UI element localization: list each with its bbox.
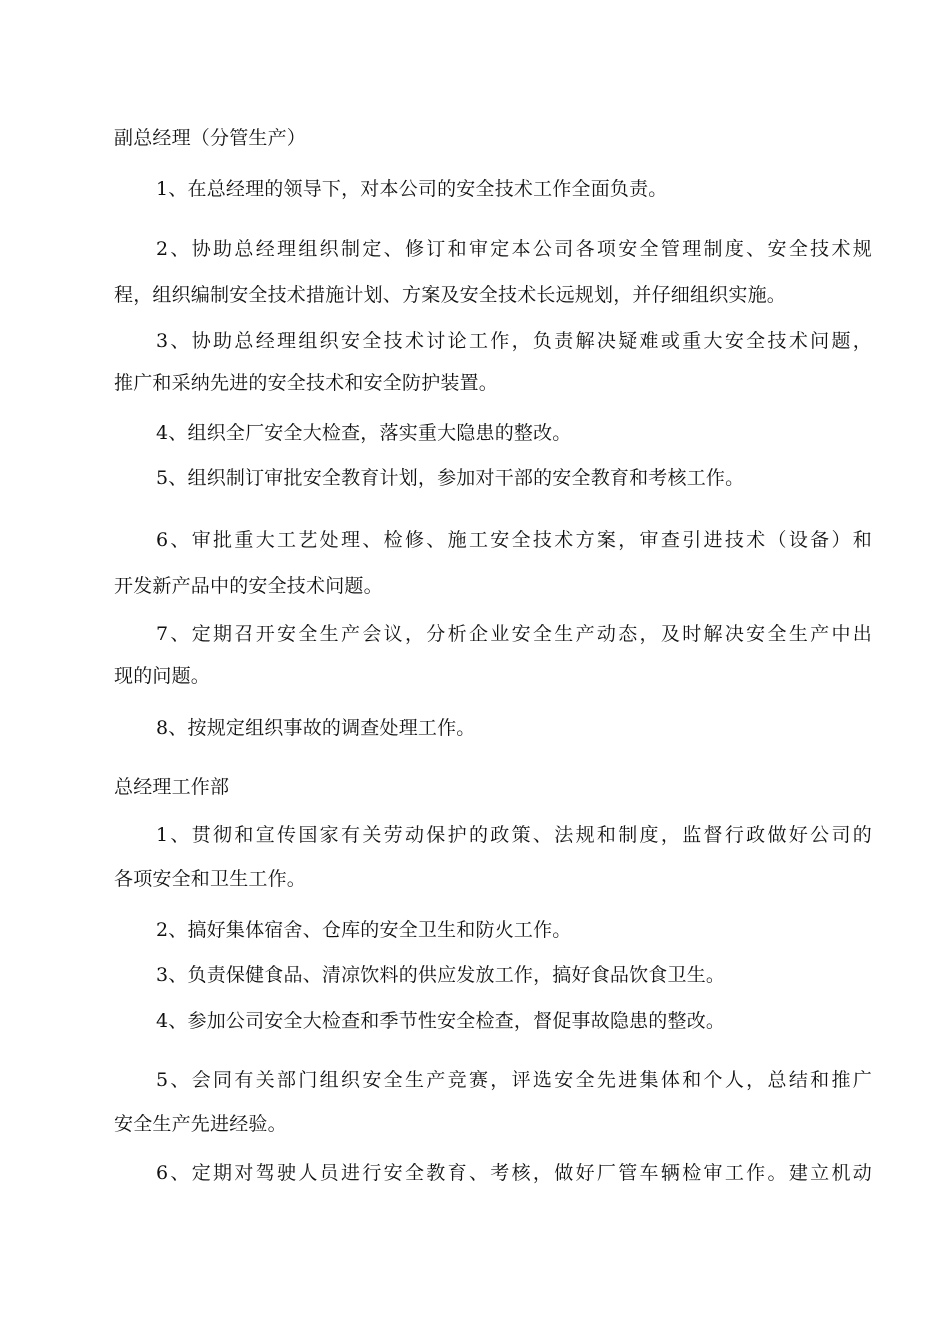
deputy-gm-item-8: 8、按规定组织事故的调查处理工作。 [156,717,476,739]
deputy-gm-item-5: 5、组织制订审批安全教育计划，参加对干部的安全教育和考核工作。 [156,467,745,489]
gm-office-item-5-line-2: 安全生产先进经验。 [114,1113,287,1135]
gm-office-item-2: 2、搞好集体宿舍、仓库的安全卫生和防火工作。 [156,919,572,941]
deputy-gm-item-4: 4、组织全厂安全大检查，落实重大隐患的整改。 [156,422,572,444]
deputy-gm-item-1: 1、在总经理的领导下，对本公司的安全技术工作全面负责。 [156,178,668,200]
gm-office-item-5-line-1: 5、会同有关部门组织安全生产竞赛，评选安全先进集体和个人，总结和推广 [156,1069,872,1091]
deputy-gm-item-3-line-2: 推广和采纳先进的安全技术和安全防护装置。 [114,372,499,394]
deputy-gm-item-6-line-2: 开发新产品中的安全技术问题。 [114,575,383,597]
deputy-gm-item-2-line-2: 程，组织编制安全技术措施计划、方案及安全技术长远规划，并仔细组织实施。 [114,284,787,306]
gm-office-item-3: 3、负责保健食品、清凉饮料的供应发放工作，搞好食品饮食卫生。 [156,964,726,986]
gm-office-item-1-line-1: 1、贯彻和宣传国家有关劳动保护的政策、法规和制度，监督行政做好公司的 [156,824,872,846]
deputy-gm-item-2-line-1: 2、协助总经理组织制定、修订和审定本公司各项安全管理制度、安全技术规 [156,238,872,260]
gm-office-item-1-line-2: 各项安全和卫生工作。 [114,868,307,890]
deputy-gm-item-6-line-1: 6、审批重大工艺处理、检修、施工安全技术方案，审查引进技术（设备）和 [156,529,872,551]
section-heading-deputy-gm: 副总经理（分管生产） [114,127,307,149]
gm-office-item-6-line-1: 6、定期对驾驶人员进行安全教育、考核，做好厂管车辆检审工作。建立机动 [156,1162,872,1184]
deputy-gm-item-7-line-1: 7、定期召开安全生产会议，分析企业安全生产动态，及时解决安全生产中出 [156,623,872,645]
gm-office-item-4: 4、参加公司安全大检查和季节性安全检查，督促事故隐患的整改。 [156,1010,726,1032]
deputy-gm-item-7-line-2: 现的问题。 [114,665,211,687]
section-heading-gm-office: 总经理工作部 [114,776,230,798]
deputy-gm-item-3-line-1: 3、协助总经理组织安全技术讨论工作，负责解决疑难或重大安全技术问题， [156,330,872,352]
